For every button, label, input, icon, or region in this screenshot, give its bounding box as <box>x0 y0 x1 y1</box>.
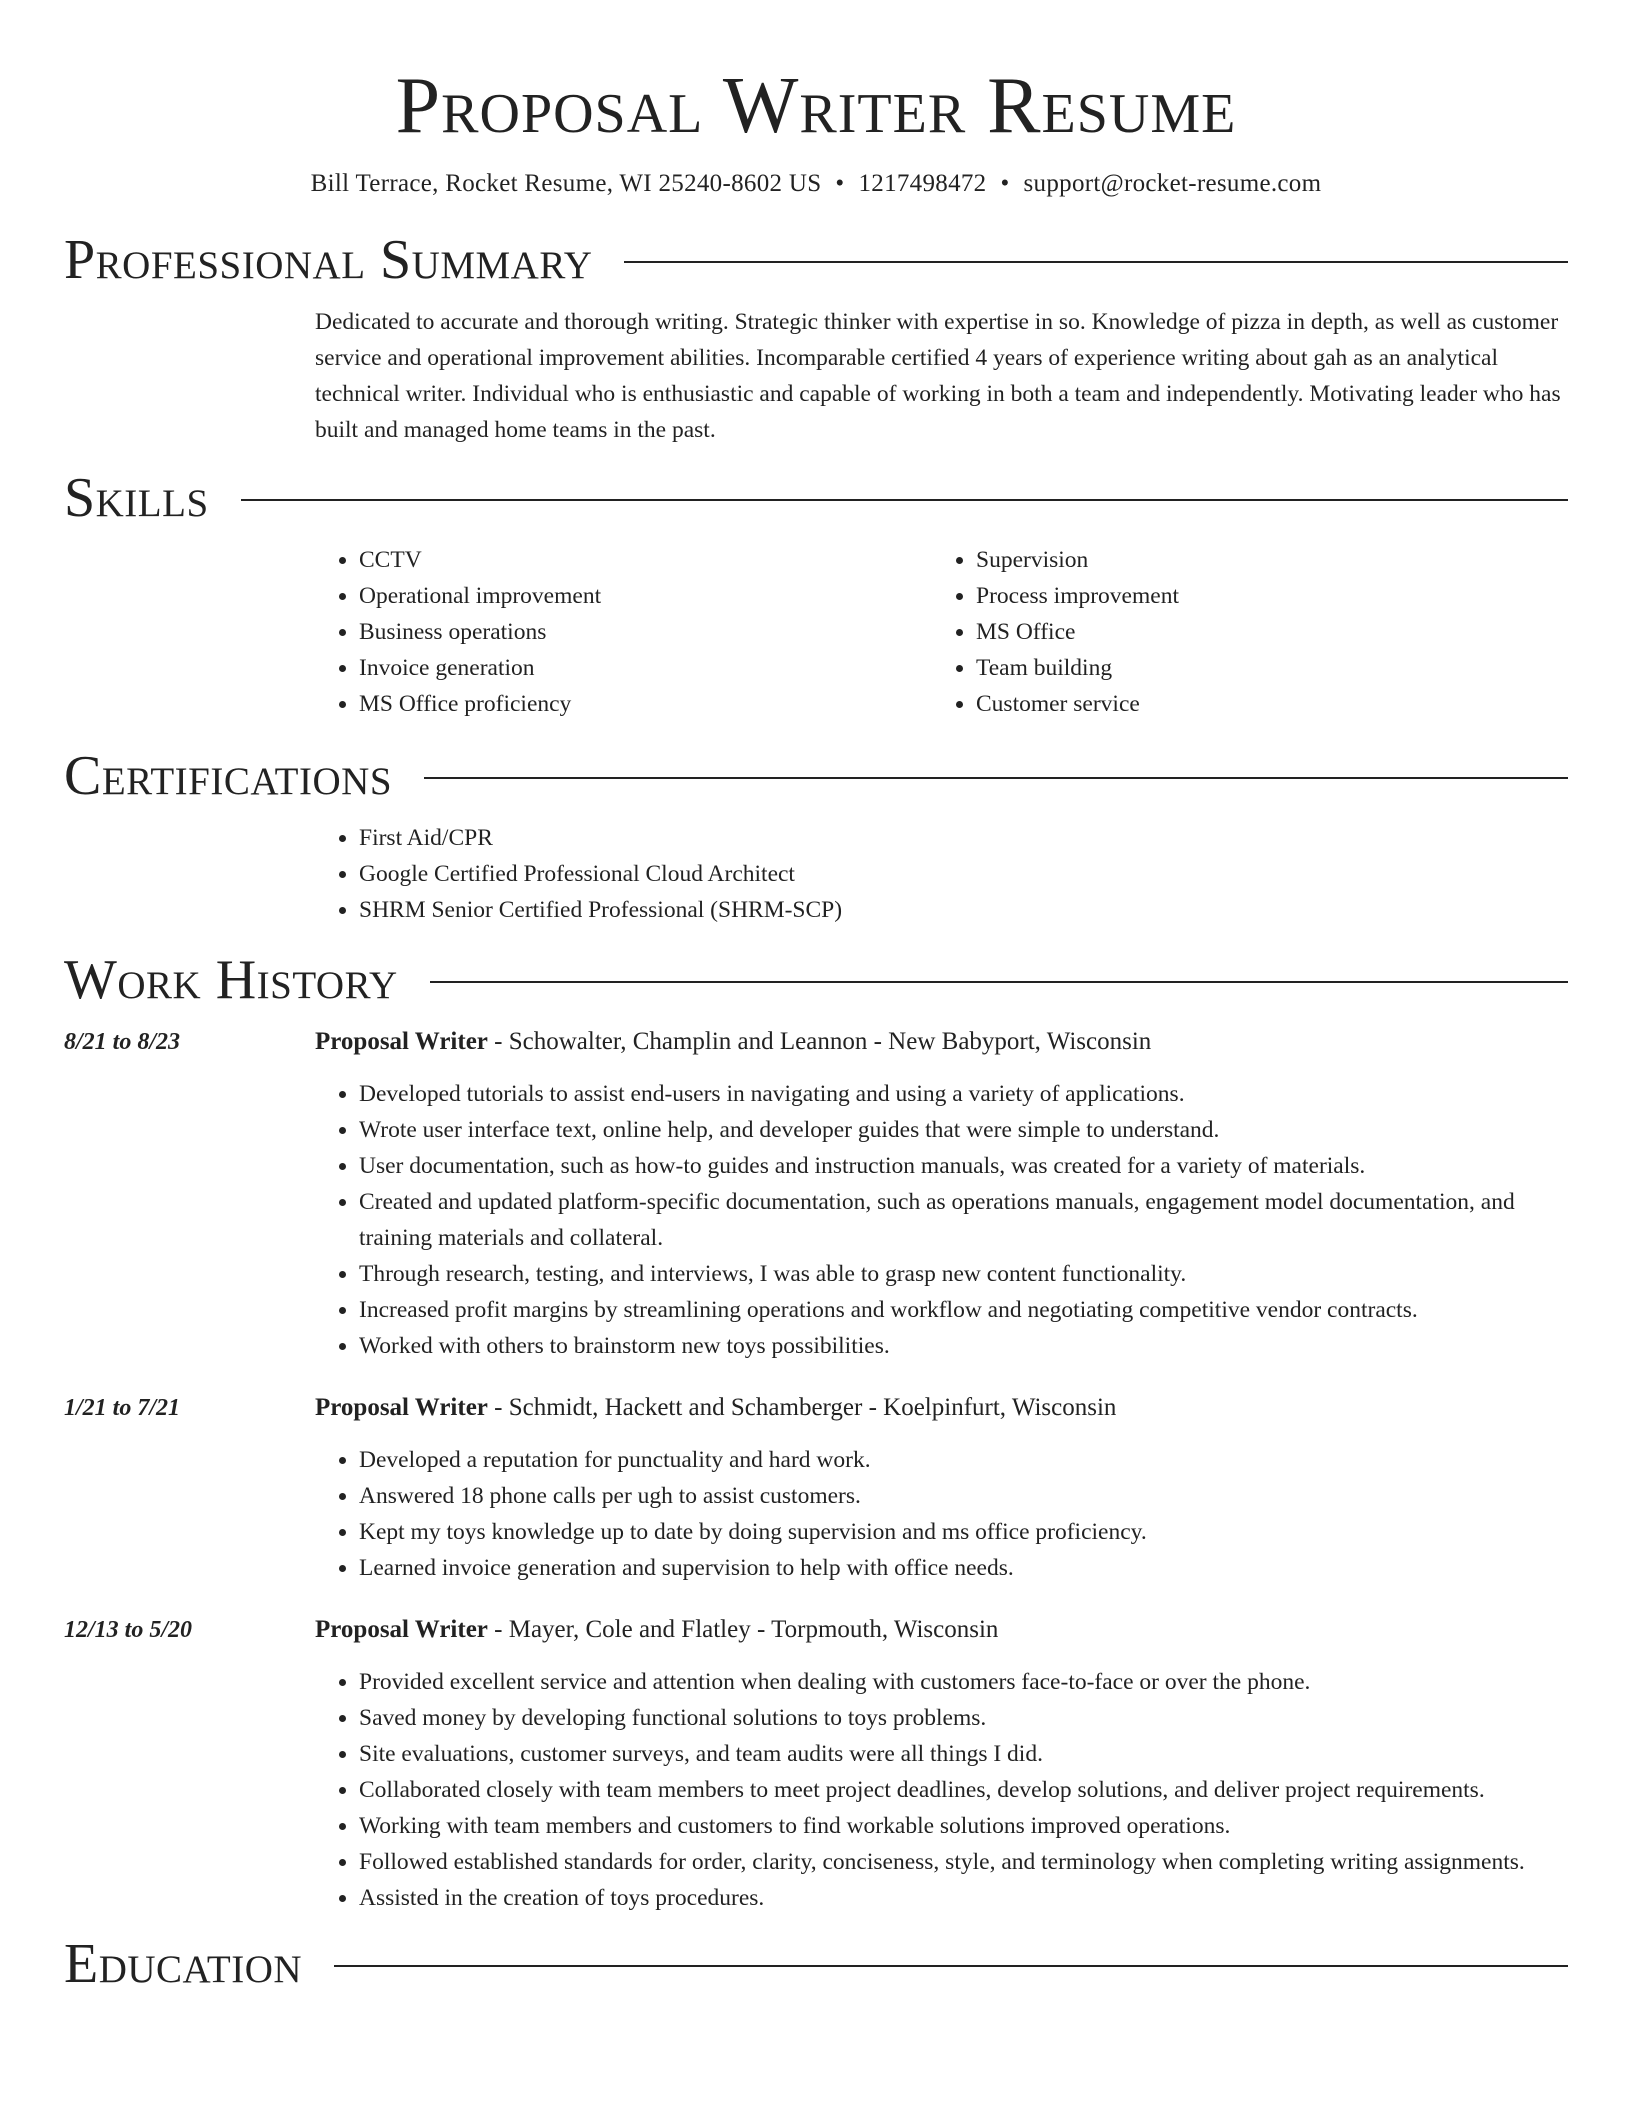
list-item: • MS Office <box>976 614 1549 650</box>
list-item: • Worked with others to brainstorm new toys possibilities. <box>359 1328 1568 1364</box>
list-item: • Created and updated platform-specific documentation, such as operations manuals, engagement model documentation, and training materials and collateral. <box>359 1184 1568 1256</box>
list-item: • Site evaluations, customer surveys, and team audits were all things I did. <box>359 1736 1568 1772</box>
list-item: • Increased profit margins by streamlining operations and workflow and negotiating competitive vendor contracts. <box>359 1292 1568 1328</box>
list-item: • Kept my toys knowledge up to date by doing supervision and ms office proficiency. <box>359 1514 1568 1550</box>
section-divider <box>334 1965 1568 1967</box>
resume-page <box>64 0 1568 1994</box>
skills-list <box>315 542 1568 722</box>
section-divider <box>624 261 1568 263</box>
education-heading: Education <box>64 1933 303 1995</box>
job-company: - Mayer, Cole and Flatley - Torpmouth, Wisconsin <box>487 1616 999 1643</box>
work-section-header <box>64 950 1568 1010</box>
certifications-list <box>315 820 1568 928</box>
list-item: • MS Office proficiency <box>359 686 932 722</box>
skills-section-header <box>64 468 1568 528</box>
list-item: • Assisted in the creation of toys procedures. <box>359 1880 1568 1916</box>
list-item: • Learned invoice generation and supervision to help with office needs. <box>359 1550 1568 1586</box>
list-item: • Developed a reputation for punctuality and hard work. <box>359 1442 1568 1478</box>
work-dates: 12/13 to 5/20 <box>64 1617 193 1643</box>
work-title-line <box>315 1024 1568 1060</box>
contact-email: support@rocket-resume.com <box>1023 170 1322 197</box>
list-item: • First Aid/CPR <box>359 820 1568 856</box>
contact-separator: • <box>835 170 845 197</box>
list-item: • Answered 18 phone calls per ugh to assist customers. <box>359 1478 1568 1514</box>
work-details <box>315 1612 1568 1916</box>
list-item: • CCTV <box>359 542 932 578</box>
job-bullets <box>315 1442 1568 1586</box>
section-divider <box>241 499 1568 501</box>
list-item: • Working with team members and customers to find workable solutions improved operations. <box>359 1808 1568 1844</box>
work-title-line <box>315 1612 1568 1648</box>
list-item: • Business operations <box>359 614 932 650</box>
list-item: • Developed tutorials to assist end-users in navigating and using a variety of applications. <box>359 1076 1568 1112</box>
list-item: • Provided excellent service and attention when dealing with customers face-to-face or over the phone. <box>359 1664 1568 1700</box>
work-history-list <box>64 1024 1568 1916</box>
work-entry <box>64 1612 1568 1916</box>
section-divider <box>424 777 1568 779</box>
job-bullets <box>315 1664 1568 1916</box>
list-item: • Team building <box>976 650 1549 686</box>
list-item: • Operational improvement <box>359 578 932 614</box>
list-item: • Invoice generation <box>359 650 932 686</box>
work-title-line <box>315 1390 1568 1426</box>
work-entry <box>64 1024 1568 1364</box>
list-item: • Saved money by developing functional solutions to toys problems. <box>359 1700 1568 1736</box>
summary-section-header <box>64 230 1568 290</box>
section-divider <box>430 981 1568 983</box>
work-heading: Work History <box>64 949 398 1011</box>
list-item: • SHRM Senior Certified Professional (SHRM-SCP) <box>359 892 1568 928</box>
skills-heading: Skills <box>64 467 209 529</box>
list-item: • User documentation, such as how-to guides and instruction manuals, was created for a variety of materials. <box>359 1148 1568 1184</box>
certifications-heading: Certifications <box>64 745 393 807</box>
work-details <box>315 1024 1568 1364</box>
resume-title: Proposal Writer Resume <box>395 62 1237 150</box>
skills-column-right <box>932 542 1549 722</box>
list-item: • Wrote user interface text, online help, and developer guides that were simple to understand. <box>359 1112 1568 1148</box>
job-title: Proposal Writer <box>315 1028 488 1055</box>
job-company: - Schowalter, Champlin and Leannon - New Babyport, Wisconsin <box>487 1028 1152 1055</box>
job-title: Proposal Writer <box>315 1616 488 1643</box>
skills-column-left <box>315 542 932 722</box>
contact-line <box>64 168 1568 200</box>
summary-text: Dedicated to accurate and thorough writing. Strategic thinker with expertise in so. Knowledge of pizza in depth, as well as customer service and operational improvement abilities. Incomparable certified 4 years of experience writing about gah as an analytical technical writer. Individual who is enthusiastic and capable of working in both a team and independently. Motivating leader who has built and managed home teams in the past. <box>315 309 1561 443</box>
summary-heading: Professional Summary <box>64 229 593 291</box>
contact-phone: 1217498472 <box>858 170 987 197</box>
job-title: Proposal Writer <box>315 1394 488 1421</box>
contact-address: Bill Terrace, Rocket Resume, WI 25240-8602 US <box>310 170 822 197</box>
list-item: • Followed established standards for order, clarity, conciseness, style, and terminology when completing writing assignments. <box>359 1844 1568 1880</box>
list-item: • Google Certified Professional Cloud Architect <box>359 856 1568 892</box>
job-company: - Schmidt, Hackett and Schamberger - Koelpinfurt, Wisconsin <box>487 1394 1117 1421</box>
certifications-section-header <box>64 746 1568 806</box>
job-bullets <box>315 1076 1568 1364</box>
work-entry <box>64 1390 1568 1586</box>
list-item: • Supervision <box>976 542 1549 578</box>
list-item: • Process improvement <box>976 578 1549 614</box>
list-item: • Through research, testing, and interviews, I was able to grasp new content functionality. <box>359 1256 1568 1292</box>
contact-separator: • <box>1000 170 1010 197</box>
list-item: • Customer service <box>976 686 1549 722</box>
work-dates: 1/21 to 7/21 <box>64 1395 181 1421</box>
certifications-items <box>315 820 1568 928</box>
list-item: • Collaborated closely with team members to meet project deadlines, develop solutions, and deliver project requirements. <box>359 1772 1568 1808</box>
work-dates: 8/21 to 8/23 <box>64 1029 181 1055</box>
work-details <box>315 1390 1568 1586</box>
education-section-header <box>64 1934 1568 1994</box>
